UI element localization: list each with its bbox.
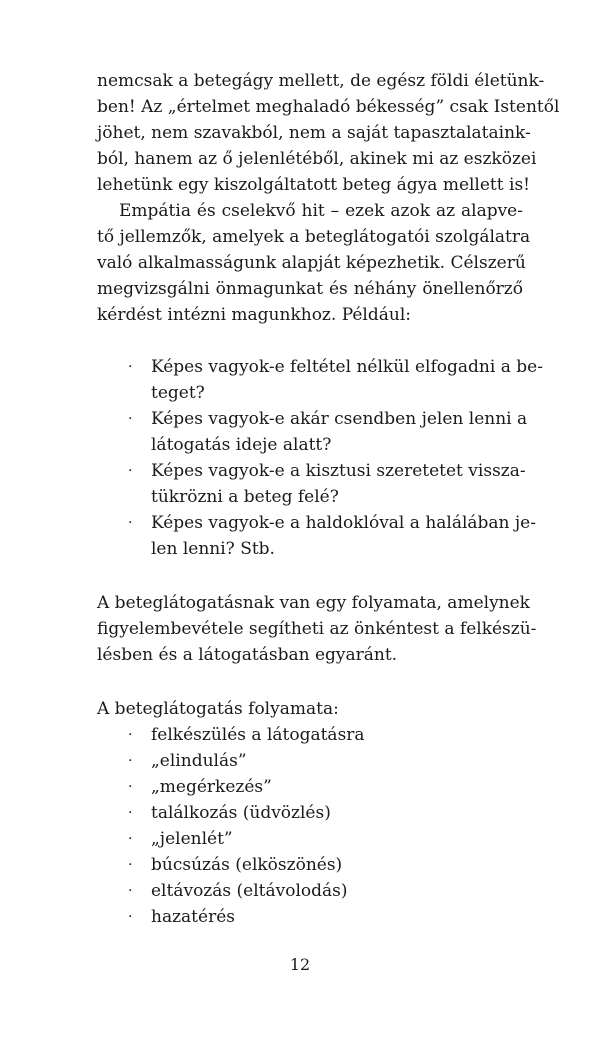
text-line: Empátia és cselekvő hit – ezek azok az alapve- [119, 201, 523, 221]
list-item-label: eltávozás (eltávolodás) [151, 881, 348, 901]
bullet-icon: · [128, 857, 133, 873]
text-line: Képes vagyok-e akár csendben jelen lenni a [151, 409, 528, 429]
text-line: A beteglátogatásnak van egy folyamata, amelynek [97, 593, 530, 613]
bullet-icon: · [128, 805, 133, 821]
bullet-icon: · [128, 463, 133, 479]
text-line: A beteglátogatás folyamata: [97, 699, 339, 719]
list-item [97, 748, 523, 774]
text-line: lésben és a látogatásban egyaránt. [97, 645, 398, 665]
list-item [97, 800, 523, 826]
page-number: 12 [289, 955, 311, 974]
text-line: lehetünk egy kiszolgáltatott beteg ágya mellett is! [97, 175, 530, 195]
list-item [97, 852, 523, 878]
text-line: teget? [151, 383, 205, 403]
text-line: megvizsgálni önmagunkat és néhány önellenőrző [97, 279, 523, 299]
text-line: jöhet, nem szavakból, nem a saját tapasztalataink- [97, 123, 531, 143]
list-item [97, 458, 526, 510]
bullet-icon: · [128, 831, 133, 847]
text-line: Képes vagyok-e a kisztusi szeretetet vissza- [151, 461, 526, 481]
bullet-icon: · [128, 753, 133, 769]
list-item [97, 510, 536, 562]
list-item-label: felkészülés a látogatásra [151, 725, 365, 745]
spacer [97, 562, 523, 590]
text-line: kérdést intézni magunkhoz. Például: [97, 305, 412, 325]
bullet-icon: · [128, 411, 133, 427]
page-content [97, 68, 560, 930]
text-line: len lenni? Stb. [151, 539, 275, 559]
bullet-icon: · [128, 359, 133, 375]
text-line: látogatás ideje alatt? [151, 435, 332, 455]
bullet-icon: · [128, 779, 133, 795]
bullet-icon: · [128, 515, 133, 531]
text-line: figyelembevétele segítheti az önkéntest a felkészü- [97, 619, 537, 639]
list-item-label: „jelenlét” [151, 829, 233, 849]
list-item [97, 354, 543, 406]
paragraph-1 [97, 68, 560, 198]
list-item [97, 722, 523, 748]
paragraph-3 [97, 590, 537, 668]
bullet-icon: · [128, 883, 133, 899]
text-line: tő jellemzők, amelyek a beteglátogatói szolgálatra [97, 227, 531, 247]
visit-process-list [97, 722, 523, 930]
list-item [97, 406, 528, 458]
list-item-label: találkozás (üdvözlés) [151, 803, 331, 823]
bullet-icon: · [128, 909, 133, 925]
list-item [97, 826, 523, 852]
list-item [97, 774, 523, 800]
paragraph-2 [97, 198, 531, 328]
text-line: ból, hanem az ő jelenlétéből, akinek mi az eszközei [97, 149, 537, 169]
spacer [97, 668, 523, 696]
text-line: való alkalmasságunk alapját képezhetik. Célszerű [97, 253, 526, 273]
process-heading [97, 696, 523, 722]
bullet-icon: · [128, 727, 133, 743]
self-check-question-list [97, 354, 543, 562]
list-item-label: „megérkezés” [151, 777, 272, 797]
list-item-label: „elindulás” [151, 751, 247, 771]
spacer [97, 328, 523, 354]
text-line: Képes vagyok-e a haldoklóval a halálában je- [151, 513, 536, 533]
text-line: Képes vagyok-e feltétel nélkül elfogadni a be- [151, 357, 543, 377]
text-line: tükrözni a beteg felé? [151, 487, 339, 507]
text-line: nemcsak a betegágy mellett, de egész földi életünk- [97, 71, 545, 91]
list-item [97, 904, 523, 930]
list-item [97, 878, 523, 904]
list-item-label: búcsúzás (elköszönés) [151, 855, 343, 875]
list-item-label: hazatérés [151, 907, 235, 927]
text-line: ben! Az „értelmet meghaladó békesség” csak Istentől [97, 97, 560, 117]
